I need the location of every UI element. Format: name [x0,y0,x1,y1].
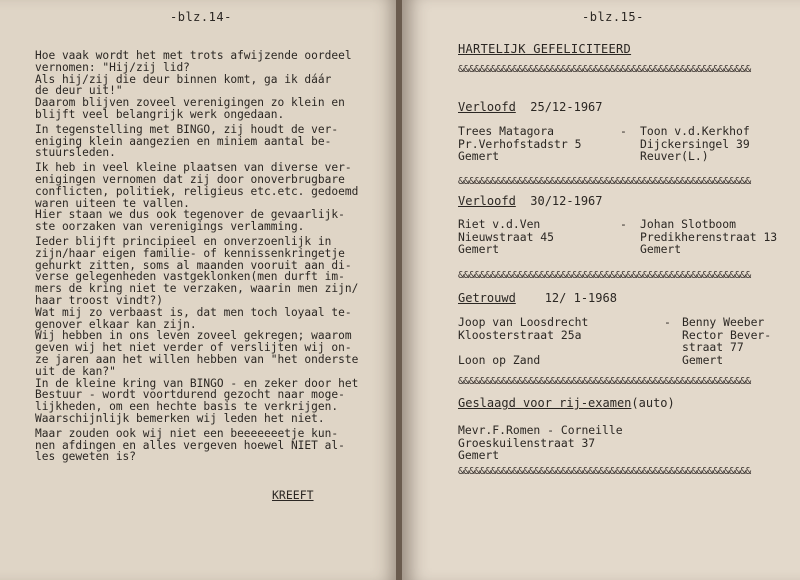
line: Benny Weeber [682,315,765,329]
section-label: Geslaagd voor rij-examen [458,396,632,410]
section-date: 25/12-1967 [530,100,603,114]
separator-line: &&&&&&&&&&&&&&&&&&&&&&&&&&&&&&&&&&&&&&&&&&&&&&&&&&&&&& [458,466,751,477]
section-date: 30/12-1967 [530,194,603,208]
line: Toon v.d.Kerkhof [640,124,750,138]
line [458,341,588,354]
line: Gemert [640,242,682,256]
dash: - [620,217,627,231]
line: straat 77 [682,340,744,354]
section-date: 12/ 1-1968 [544,291,617,305]
section-heading [458,100,603,114]
announcement-left [458,125,581,163]
line: Groeskuilenstraat 37 [458,435,596,450]
paragraph: Ik heb in veel kleine plaatsen van diverse ver- enigingen vernomen dat zij door onoverbrugbare conflicten, politiek, religieus etc.etc. gedoemd waren uiteen te vallen. Hier staan we dus ook tegenover de gevaarlijk- ste oorzaken van verenigings verlamming. [35,161,359,234]
separator-line: &&&&&&&&&&&&&&&&&&&&&&&&&&&&&&&&&&&&&&&&&&&&&&&&&&&&&& [458,176,751,187]
paragraph: Maar zouden ook wij niet een beeeeeeetje kun- nen afdingen en alles vergeven hoewel NIET al- les geweten is? [35,426,345,464]
announcement-left [458,218,554,256]
announcement [458,424,623,462]
separator-line: &&&&&&&&&&&&&&&&&&&&&&&&&&&&&&&&&&&&&&&&&&&&&&&&&&&&&& [458,64,751,75]
announcement-right [640,125,750,163]
announcement-left [458,316,588,366]
separator-line: &&&&&&&&&&&&&&&&&&&&&&&&&&&&&&&&&&&&&&&&&&&&&&&&&&&&&& [458,270,751,281]
line: Nieuwstraat 45 [458,229,555,244]
line: Joop van Loosdrecht [458,315,589,329]
section-label: Verloofd [458,100,516,114]
section-heading [458,194,603,208]
paragraph: In tegenstelling met BINGO, zij houdt de ver- eniging klein aangezien en miniem aantal be- stuursleden. [35,122,339,160]
line: Gemert [682,352,724,367]
line: Gemert [458,149,500,163]
line: Gemert [458,448,500,462]
separator-line: &&&&&&&&&&&&&&&&&&&&&&&&&&&&&&&&&&&&&&&&&&&&&&&&&&&&&& [458,376,751,387]
announcement-right [640,218,777,256]
right-page [402,0,800,580]
line: Loon op Zand [458,352,541,367]
page-number-left: -blz.14- [170,10,232,24]
page-title: HARTELIJK GEFELICITEERD [458,42,632,56]
line: Kloosterstraat 25a [458,327,582,342]
paragraph: Hoe vaak wordt het met trots afwijzende oordeel vernomen: "Hij/zij lid? Als hij/zij die deur binnen komt, ga ik dáár de deur uit!" Daarom blijven zoveel verenigingen zo klein en blijft veel belangrijk werk ongedaan. [35,49,352,121]
line: Riet v.d.Ven [458,217,541,231]
line: Dijckersingel 39 [640,136,750,151]
line: Reuver(L.) [640,149,709,163]
dash: - [620,124,627,138]
line: Mevr.F.Romen - Corneille [458,423,623,437]
page-number-right: -blz.15- [582,10,644,24]
section-heading [458,291,617,305]
section-label: Verloofd [458,194,516,208]
author-signature: KREEFT [272,488,314,502]
paragraph: Ieder blijft principieel en onverzoenlijk in zijn/haar eigen familie- of kennissenkringetje gehurkt zitten, soms al maanden vooruit aan di- verse gelegenheden vastgeklonken(men durft im- mers de kring niet te verzaken, waarin men zijn/ haar troost vindt?) Wat mij zo verbaast is, dat men toch loyaal te- genover elkaar kan zijn. Wij hebben in ons leven zoveel gekregen; waarom geven wij het niet verder of verslijten wij on- ze jaren aan het willen hebben van "het onderste uit de kan?" In de kleine kring van BINGO - en zeker door het Bestuur - wordt voortdurend gezocht naar moge- lijkheden, om een hechte basis te verkrijgen. Waarschijnlijk bemerken wij leden het niet. [35,234,359,425]
section-heading [458,396,675,410]
line: Rector Bever- [682,327,772,342]
line: Gemert [458,242,500,256]
left-page-body [35,50,380,463]
line: Trees Matagora [458,124,555,138]
left-page [0,0,398,580]
line: Johan Slotboom [640,217,737,231]
announcement-right [682,316,771,366]
section-suffix: (auto) [631,396,675,410]
section-label: Getrouwd [458,291,516,305]
line: Pr.Verhofstadstr 5 [458,136,582,151]
line: Predikherenstraat 13 [640,229,778,244]
dash: - [664,315,671,329]
